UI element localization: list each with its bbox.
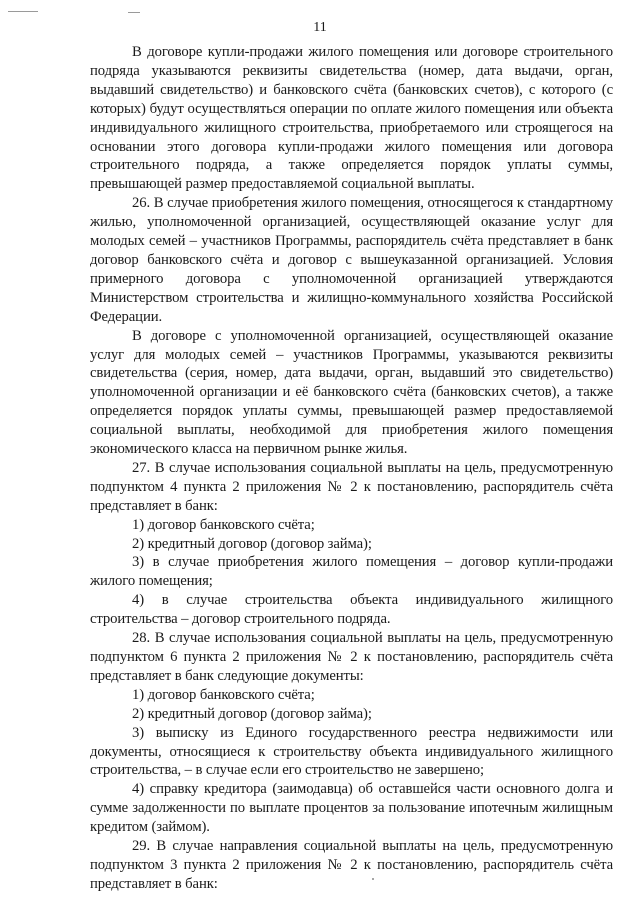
scan-artifact (8, 11, 38, 12)
page-number: 11 (313, 20, 327, 35)
list-item-27-3: 3) в случае приобретения жилого помещения – договор купли-продажи жилого помещения; (90, 554, 613, 590)
list-item-28-3: 3) выписку из Единого государственного реестра недвижимости или документы, относящиеся к строительству объекта индивидуального жилищного строительства, – в случае если его строительство не завершено; (90, 724, 613, 779)
list-item-28-1: 1) договор банковского счёта; (132, 686, 315, 703)
paragraph-26: 26. В случае приобретения жилого помещения, относящегося к стандартному жилью, уполномоченной организацией, осуществляющей оказание услуг для молодых семей – участников Программы, распорядитель счёта представляет в банк договор банковского счёта и договор с вышеуказанной организацией. Условия примерного договора с уполномоченной организацией утверждаются Министерством строительства и жилищно-коммунального хозяйства Российской Федерации. (90, 195, 613, 325)
list-item-27-4: 4) в случае строительства объекта индивидуального жилищного строительства – договор строительного подряда. (90, 592, 613, 628)
list-item-27-2: 2) кредитный договор (договор займа); (132, 535, 372, 552)
list-item-27-1: 1) договор банковского счёта; (132, 516, 315, 533)
list-item-28-4: 4) справку кредитора (заимодавца) об оставшейся части основного долга и сумме задолженности по выплате процентов за пользование ипотечным жилищным кредитом (займом). (90, 781, 613, 836)
paragraph-requisites: В договоре купли-продажи жилого помещения или договоре строительного подряда указываются реквизиты свидетельства (номер, дата выдачи, орган, выдавший свидетельство) и банковского счёта (банковских счетов), с которого (с которых) будут осуществляться операции по оплате жилого помещения или объекта индивидуального жилищного строительства, приобретаемого или строящегося на основании этого договора купли-продажи жилого помещения или договора строительного подряда, а также определяется порядок уплаты суммы, превышающей размер предоставляемой социальной выплаты. (90, 44, 613, 193)
paragraph-26-contract: В договоре с уполномоченной организацией, осуществляющей оказание услуг для молодых семей – участников Программы, указываются реквизиты свидетельства (серия, номер, дата выдачи, орган, выдавший это свидетельство) уполномоченной организации и её банковского счёта (банковских счетов), а также определяется порядок уплаты суммы, превышающей размер предоставляемой социальной выплаты, необходимой для приобретения жилого помещения экономического класса на первичном рынке жилья. (90, 327, 613, 458)
list-item-28-2: 2) кредитный договор (договор займа); (132, 705, 372, 722)
scan-artifact (128, 12, 140, 13)
paragraph-28: 28. В случае использования социальной выплаты на цель, предусмотренную подпунктом 6 пункта 2 приложения № 2 к постановлению, распорядитель счёта представляет в банк следующие документы: (90, 630, 613, 684)
document-body (90, 43, 613, 894)
paragraph-27: 27. В случае использования социальной выплаты на цель, предусмотренную подпунктом 4 пункта 2 приложения № 2 к постановлению, распорядитель счёта представляет в банк: (90, 459, 613, 514)
paragraph-29: 29. В случае направления социальной выплаты на цель, предусмотренную подпунктом 3 пункта 2 приложения № 2 к постановлению, распорядитель счёта представляет в банк: (90, 838, 613, 892)
